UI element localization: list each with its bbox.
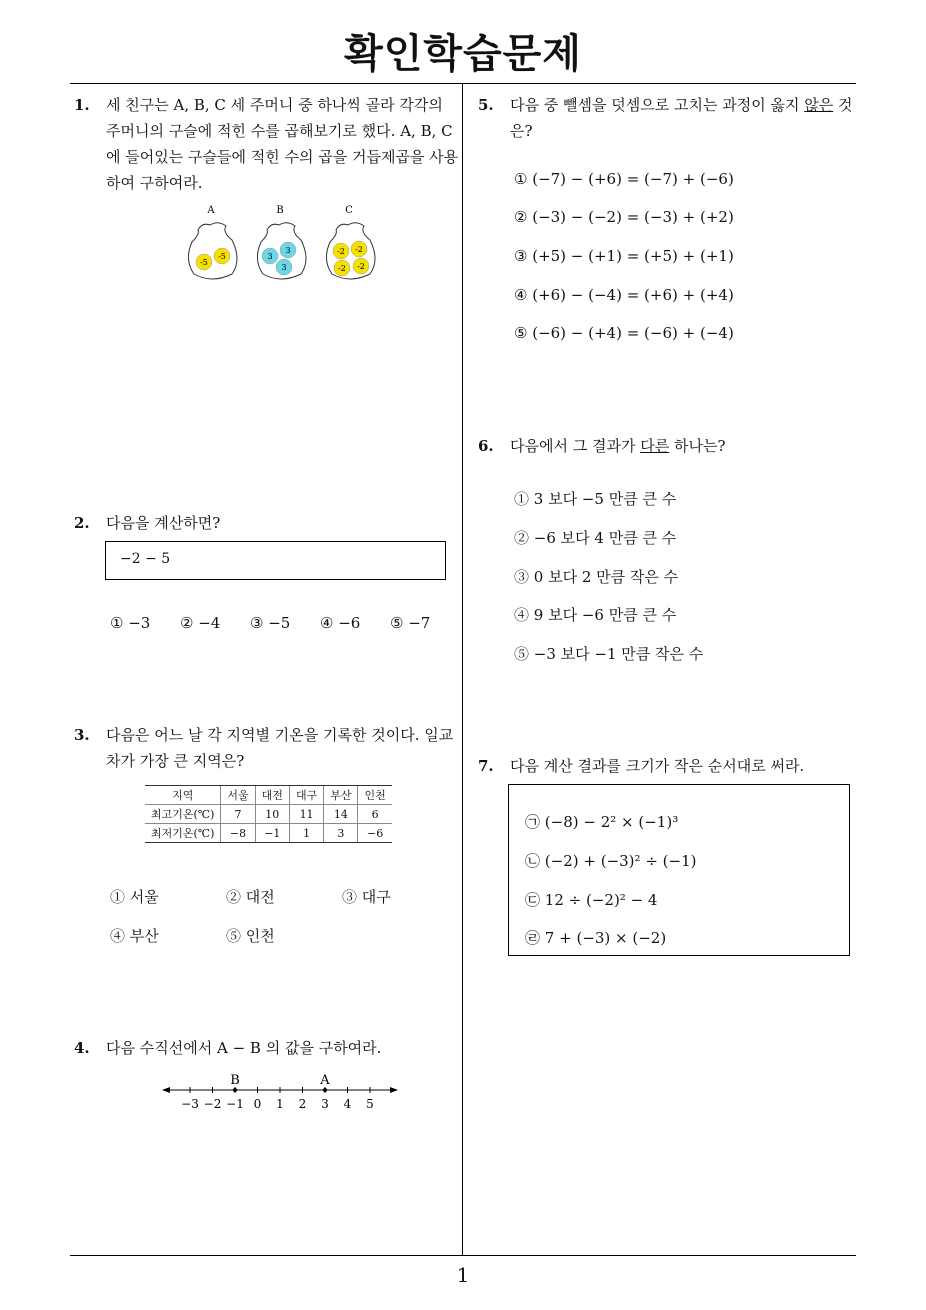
tick-label: 3 xyxy=(321,1097,329,1111)
item-mark: ㉢ xyxy=(525,891,541,909)
question-5 xyxy=(478,92,863,144)
expression-item xyxy=(525,811,678,832)
question-6 xyxy=(478,433,863,459)
marble-value: 3 xyxy=(267,252,273,261)
option-5[interactable]: ⑤ −7 xyxy=(390,614,431,632)
option-3[interactable]: ③ (+5) − (+1) = (+5) + (+1) xyxy=(514,247,734,265)
option-5[interactable]: ⑤ (−6) − (+4) = (−6) + (−4) xyxy=(514,324,734,342)
option-3[interactable]: ③ 대구 xyxy=(342,888,391,906)
question-number: 2. xyxy=(74,514,90,532)
option-4[interactable]: ④ −6 xyxy=(320,614,361,632)
table-row xyxy=(145,805,392,824)
item-mark: ㉡ xyxy=(525,852,541,870)
question-text: 다음 계산 결과를 크기가 작은 순서대로 써라. xyxy=(510,757,805,775)
bag-c xyxy=(326,205,375,279)
table-header-row xyxy=(145,786,392,805)
table-cell: 7 xyxy=(221,805,255,824)
table-cell: 3 xyxy=(324,824,358,843)
expressions-box xyxy=(508,784,850,956)
question-number: 3. xyxy=(74,726,90,744)
tick-label: 4 xyxy=(343,1097,352,1111)
page-title: 확인학습문제 xyxy=(344,31,582,77)
marble-value: -2 xyxy=(355,245,363,254)
marble-value: 3 xyxy=(285,246,291,255)
option-3[interactable]: ③ 0 보다 2 만큼 작은 수 xyxy=(514,568,679,586)
page-number: 1 xyxy=(456,1263,470,1287)
point-a-label: A xyxy=(320,1073,330,1088)
option-4[interactable]: ④ 부산 xyxy=(110,927,159,945)
bottom-rule xyxy=(70,1255,856,1256)
tick-label: 2 xyxy=(298,1097,307,1111)
table-cell: −6 xyxy=(358,824,392,843)
table-cell: 최고기온(℃) xyxy=(145,805,221,824)
tick-label: −3 xyxy=(181,1097,199,1111)
question-text-end: 것은? xyxy=(510,96,853,140)
option-1[interactable]: ① −3 xyxy=(110,614,151,632)
option-2[interactable]: ② −6 보다 4 만큼 큰 수 xyxy=(514,529,677,547)
marble-value: 3 xyxy=(281,263,287,272)
tick-label: −1 xyxy=(226,1097,244,1111)
question-text: 다음에서 그 결과가 xyxy=(510,437,641,455)
table-cell: −1 xyxy=(255,824,289,843)
arrow-right-icon xyxy=(390,1087,398,1093)
question-text: 다음을 계산하면? xyxy=(106,514,221,532)
expression: −2 − 5 xyxy=(120,551,171,567)
question-number: 7. xyxy=(478,757,494,775)
expression-box xyxy=(105,541,446,580)
expression-item xyxy=(525,927,666,948)
tick-label: 5 xyxy=(366,1097,374,1111)
item-expression: (−2) + (−3)² ÷ (−1) xyxy=(544,852,697,870)
option-1[interactable]: ① 3 보다 −5 만큼 큰 수 xyxy=(514,490,677,508)
marble-bags-figure xyxy=(180,200,395,285)
question-text: 다음 수직선에서 A − B 의 값을 구하여라. xyxy=(106,1039,382,1057)
question-7 xyxy=(478,753,863,779)
option-4[interactable]: ④ 9 보다 −6 만큼 큰 수 xyxy=(514,606,677,624)
expression-item xyxy=(525,889,657,910)
table-cell: 부산 xyxy=(324,786,358,805)
question-number: 6. xyxy=(478,437,494,455)
point-b-label: B xyxy=(230,1073,240,1088)
marble-value: -2 xyxy=(337,247,345,256)
option-3[interactable]: ③ −5 xyxy=(250,614,291,632)
option-2[interactable]: ② (−3) − (−2) = (−3) + (+2) xyxy=(514,208,734,226)
table-cell: 6 xyxy=(358,805,392,824)
tick-label: 1 xyxy=(276,1097,284,1111)
item-mark: ㉣ xyxy=(525,929,541,947)
option-2[interactable]: ② −4 xyxy=(180,614,221,632)
item-expression: 12 ÷ (−2)² − 4 xyxy=(544,891,658,909)
marble-value: -2 xyxy=(338,264,346,273)
question-3 xyxy=(74,722,462,774)
option-5[interactable]: ⑤ −3 보다 −1 만큼 작은 수 xyxy=(514,645,704,663)
marble-value: -5 xyxy=(200,258,208,267)
option-2[interactable]: ② 대전 xyxy=(226,888,275,906)
table-cell: 대구 xyxy=(289,786,323,805)
table-cell: 대전 xyxy=(255,786,289,805)
question-1 xyxy=(74,92,462,196)
bag-a xyxy=(188,205,237,279)
marble-value: -5 xyxy=(218,252,226,261)
option-1[interactable]: ① (−7) − (+6) = (−7) + (−6) xyxy=(514,170,734,188)
column-divider xyxy=(462,84,463,1256)
table-cell: 인천 xyxy=(358,786,392,805)
table-cell: 10 xyxy=(255,805,289,824)
table-cell: 지역 xyxy=(145,786,221,805)
temperature-table xyxy=(145,785,392,843)
option-5[interactable]: ⑤ 인천 xyxy=(226,927,275,945)
item-mark: ㉠ xyxy=(525,813,541,831)
marble-value: -2 xyxy=(357,262,365,271)
tick-label: −2 xyxy=(203,1097,222,1111)
table-cell: 11 xyxy=(289,805,323,824)
bag-label: B xyxy=(276,205,284,216)
bag-label: C xyxy=(345,205,353,216)
question-text-end: 하나는? xyxy=(669,437,726,455)
table-row xyxy=(145,824,392,843)
item-expression: (−8) − 2² × (−1)³ xyxy=(544,813,679,831)
table-cell: 1 xyxy=(289,824,323,843)
table-cell: −8 xyxy=(221,824,255,843)
question-number: 5. xyxy=(478,96,494,114)
point-b xyxy=(233,1088,237,1092)
point-a xyxy=(323,1088,327,1092)
question-number: 4. xyxy=(74,1039,90,1057)
top-rule xyxy=(70,83,856,84)
table-cell: 최저기온(℃) xyxy=(145,824,221,843)
question-text: 다음 중 뺄셈을 덧셈으로 고치는 과정이 옳지 xyxy=(510,96,805,114)
table-cell: 서울 xyxy=(221,786,255,805)
emphasis-text: 않은 xyxy=(804,96,834,114)
question-4 xyxy=(74,1035,462,1061)
bag-b xyxy=(257,205,306,279)
table-cell: 14 xyxy=(324,805,358,824)
question-text: 세 친구는 A, B, C 세 주머니 중 하나씩 골라 각각의 주머니의 구슬에 적힌 수를 곱해보기로 했다. A, B, C 에 들어있는 구슬들에 적힌 수의 곱을 거듭제곱을 사용하여 구하여라. xyxy=(106,96,459,192)
question-text: 다음은 어느 날 각 지역별 기온을 기록한 것이다. 일교차가 가장 큰 지역은? xyxy=(106,726,454,770)
bag-label: A xyxy=(207,205,215,216)
option-4[interactable]: ④ (+6) − (−4) = (+6) + (+4) xyxy=(514,286,734,304)
question-2 xyxy=(74,510,462,536)
number-line xyxy=(160,1068,400,1116)
option-1[interactable]: ① 서울 xyxy=(110,888,159,906)
arrow-left-icon xyxy=(162,1087,170,1093)
emphasis-text: 다른 xyxy=(640,437,670,455)
question-number: 1. xyxy=(74,96,90,114)
tick-label: 0 xyxy=(253,1097,262,1111)
item-expression: 7 + (−3) × (−2) xyxy=(544,929,667,947)
expression-item xyxy=(525,850,696,871)
